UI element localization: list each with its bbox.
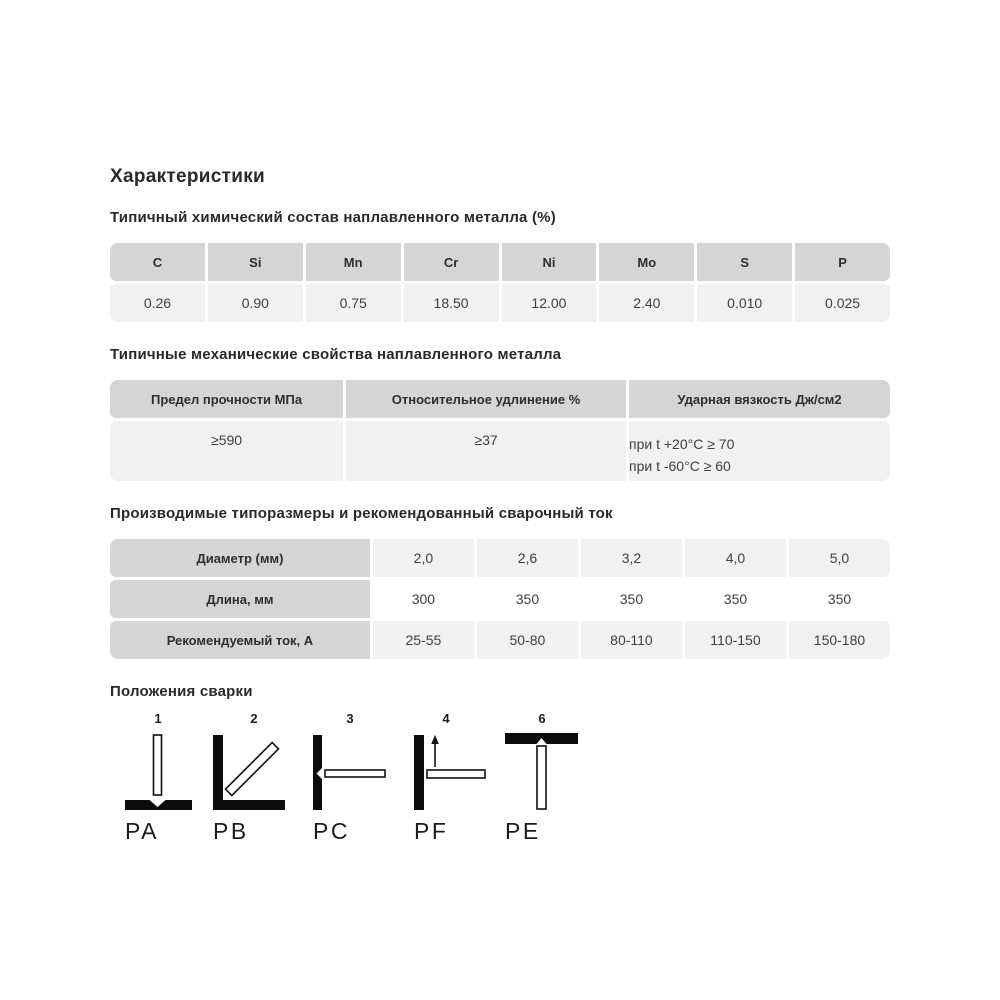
section-title-mechanical-properties: Типичные механические свойства наплавленного металла	[110, 346, 562, 363]
chem-value-cell: 0.025	[795, 284, 890, 322]
mechanical-properties-table	[110, 380, 890, 481]
mech-col-header: Относительное удлинение %	[346, 380, 626, 418]
welding-position-pe-icon	[494, 731, 590, 815]
chem-value-cell: 12.00	[502, 284, 597, 322]
position-label: PC	[313, 818, 350, 844]
position-label: PF	[414, 818, 449, 844]
welding-position-pc	[302, 711, 398, 845]
welding-position-pf	[398, 711, 494, 845]
size-row-label: Рекомендуемый ток, А	[110, 621, 370, 659]
position-number: 6	[538, 711, 546, 726]
page-title: Характеристики	[110, 166, 266, 187]
current-value: 25-55	[373, 621, 474, 659]
length-value: 300	[373, 580, 474, 618]
welding-position-pc-icon	[302, 731, 398, 815]
chemical-composition-table	[110, 243, 890, 322]
length-value: 350	[685, 580, 786, 618]
position-number: 4	[442, 711, 450, 726]
chem-col-header: Mn	[306, 243, 401, 281]
impact-toughness-value	[629, 421, 890, 481]
position-label: PA	[125, 818, 159, 844]
impact-toughness-line: при t +20°C ≥ 70	[629, 436, 735, 452]
chem-col-header: S	[697, 243, 792, 281]
chem-col-header: Si	[208, 243, 303, 281]
current-value: 110-150	[685, 621, 786, 659]
section-title-welding-positions: Положения сварки	[110, 683, 253, 700]
welding-position-pa-icon	[110, 731, 206, 815]
tensile-strength-value: ≥590	[110, 421, 343, 481]
current-value: 50-80	[477, 621, 578, 659]
size-row-label: Диаметр (мм)	[110, 539, 370, 577]
diameter-value: 4,0	[685, 539, 786, 577]
diameter-value: 2,0	[373, 539, 474, 577]
section-title-sizes-current: Производимые типоразмеры и рекомендованный сварочный ток	[110, 505, 613, 522]
current-value: 80-110	[581, 621, 682, 659]
chem-value-cell: 0.75	[306, 284, 401, 322]
position-number: 3	[346, 711, 354, 726]
position-label: PB	[213, 818, 249, 844]
product-characteristics-page	[110, 166, 890, 845]
elongation-value: ≥37	[346, 421, 626, 481]
length-value: 350	[789, 580, 890, 618]
chem-col-header: Ni	[502, 243, 597, 281]
welding-position-pa	[110, 711, 206, 845]
impact-toughness-line: при t -60°C ≥ 60	[629, 458, 731, 474]
diameter-value: 2,6	[477, 539, 578, 577]
welding-position-pb	[206, 711, 302, 845]
chem-value-cell: 0.010	[697, 284, 792, 322]
size-row-label: Длина, мм	[110, 580, 370, 618]
length-value: 350	[581, 580, 682, 618]
chem-value-cell: 0.26	[110, 284, 205, 322]
welding-position-pb-icon	[206, 731, 302, 815]
position-number: 1	[154, 711, 162, 726]
position-label: PE	[505, 818, 541, 844]
chem-value-cell: 2.40	[599, 284, 694, 322]
welding-position-pe	[494, 711, 590, 845]
length-value: 350	[477, 580, 578, 618]
sizes-current-table	[110, 539, 890, 659]
chem-col-header: P	[795, 243, 890, 281]
section-title-chemical-composition: Типичный химический состав наплавленного металла (%)	[110, 209, 556, 226]
welding-positions-row	[110, 711, 890, 845]
chem-col-header: Mo	[599, 243, 694, 281]
diameter-value: 5,0	[789, 539, 890, 577]
position-number: 2	[250, 711, 258, 726]
diameter-value: 3,2	[581, 539, 682, 577]
welding-position-pf-icon	[398, 731, 494, 815]
chem-value-cell: 18.50	[404, 284, 499, 322]
chem-value-cell: 0.90	[208, 284, 303, 322]
mech-col-header: Ударная вязкость Дж/см2	[629, 380, 890, 418]
mech-col-header: Предел прочности МПа	[110, 380, 343, 418]
current-value: 150-180	[789, 621, 890, 659]
chem-col-header: C	[110, 243, 205, 281]
chem-col-header: Cr	[404, 243, 499, 281]
